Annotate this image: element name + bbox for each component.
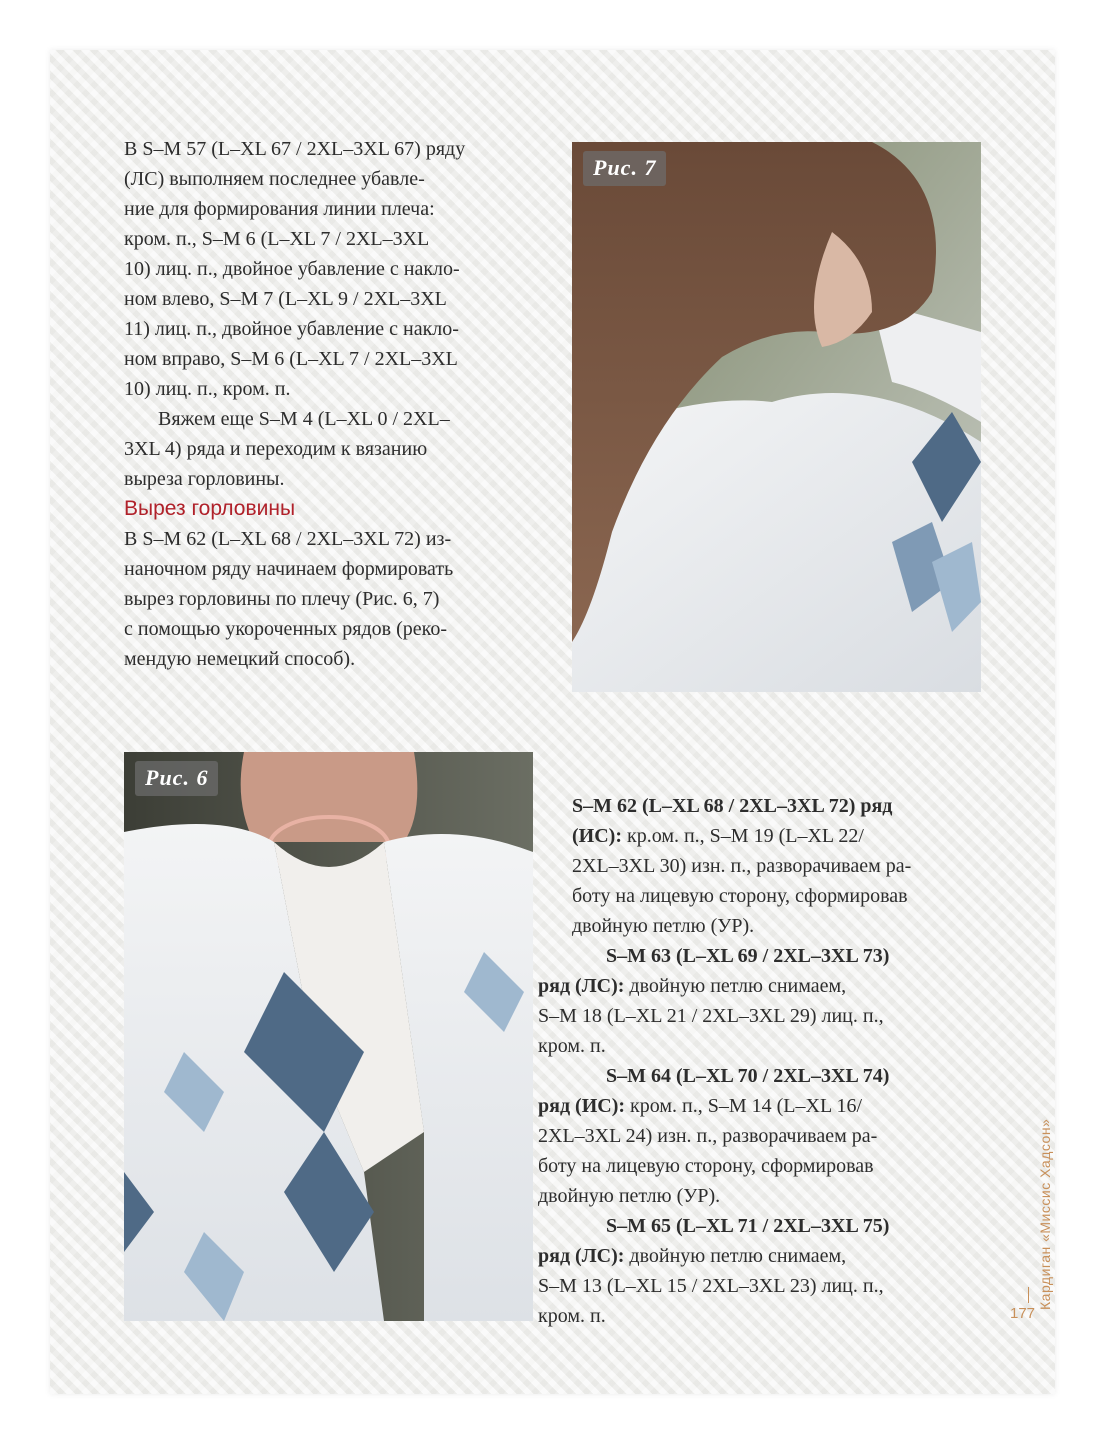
left-column-text (124, 134, 544, 674)
right-column-text (538, 791, 992, 1331)
row-64-instruction: S–M 64 (L–XL 70 / 2XL–3XL 74) ряд (ИС): кром. п., S–M 14 (L–XL 16/ 2XL–3XL 24) изн. п., разворачиваем ра- боту на лицевую сторону, сформировав двойную петлю (УР). (538, 1065, 890, 1207)
paragraph-1: В S–M 57 (L–XL 67 / 2XL–3XL 67) ряду (ЛС) выполняем последнее убавле- ние для формирования линии плеча: кром. п., S–M 6 (L–XL 7 / 2XL–3XL 10) лиц. п., двойное убавление с накло- ном влево, S–M 7 (L–XL 9 / 2XL–3XL 11) лиц. п., двойное убавление с накло- ном вправо, S–M 6 (L–XL 7 / 2XL–3XL 10) лиц. п., кром. п. (124, 138, 466, 400)
section-heading: Вырез горловины (124, 497, 296, 520)
figure-7-label: Рис. 7 (583, 151, 666, 186)
row-65-instruction: S–M 65 (L–XL 71 / 2XL–3XL 75) ряд (ЛС): двойную петлю снимаем, S–M 13 (L–XL 15 / 2XL–3XL 23) лиц. п., кром. п. (538, 1215, 890, 1327)
figure-6-photo (124, 752, 533, 1321)
sweater-shoulder-image (572, 142, 981, 692)
figure-6-label: Рис. 6 (135, 761, 218, 796)
figure-7-photo (572, 142, 981, 692)
running-title: Кардиган «Миссис Хадсон» (1037, 1118, 1053, 1310)
row-63-instruction: S–M 63 (L–XL 69 / 2XL–3XL 73) ряд (ЛС): двойную петлю снимаем, S–M 18 (L–XL 21 / 2XL–3XL 29) лиц. п., кром. п. (538, 945, 890, 1057)
argyle-cardigan-image (124, 752, 533, 1321)
running-title-divider (1028, 1287, 1029, 1303)
running-title-container (1007, 1040, 1051, 1320)
page-number: 177 (1010, 1305, 1036, 1322)
row-62-instruction: S–M 62 (L–XL 68 / 2XL–3XL 72) ряд (ИС): кр.ом. п., S–M 19 (L–XL 22/ 2XL–3XL 30) изн. п., разворачиваем ра- боту на лицевую сторону, сформировав двойную петлю (УР). (572, 795, 912, 937)
paragraph-3: В S–M 62 (L–XL 68 / 2XL–3XL 72) из- наночном ряду начинаем формировать вырез горловины по плечу (Рис. 6, 7) с помощью укороченных рядов (реко- мендую немецкий способ). (124, 528, 454, 670)
paragraph-2: Вяжем еще S–M 4 (L–XL 0 / 2XL– 3XL 4) ряда и переходим к вязанию выреза горловины. (124, 408, 450, 490)
